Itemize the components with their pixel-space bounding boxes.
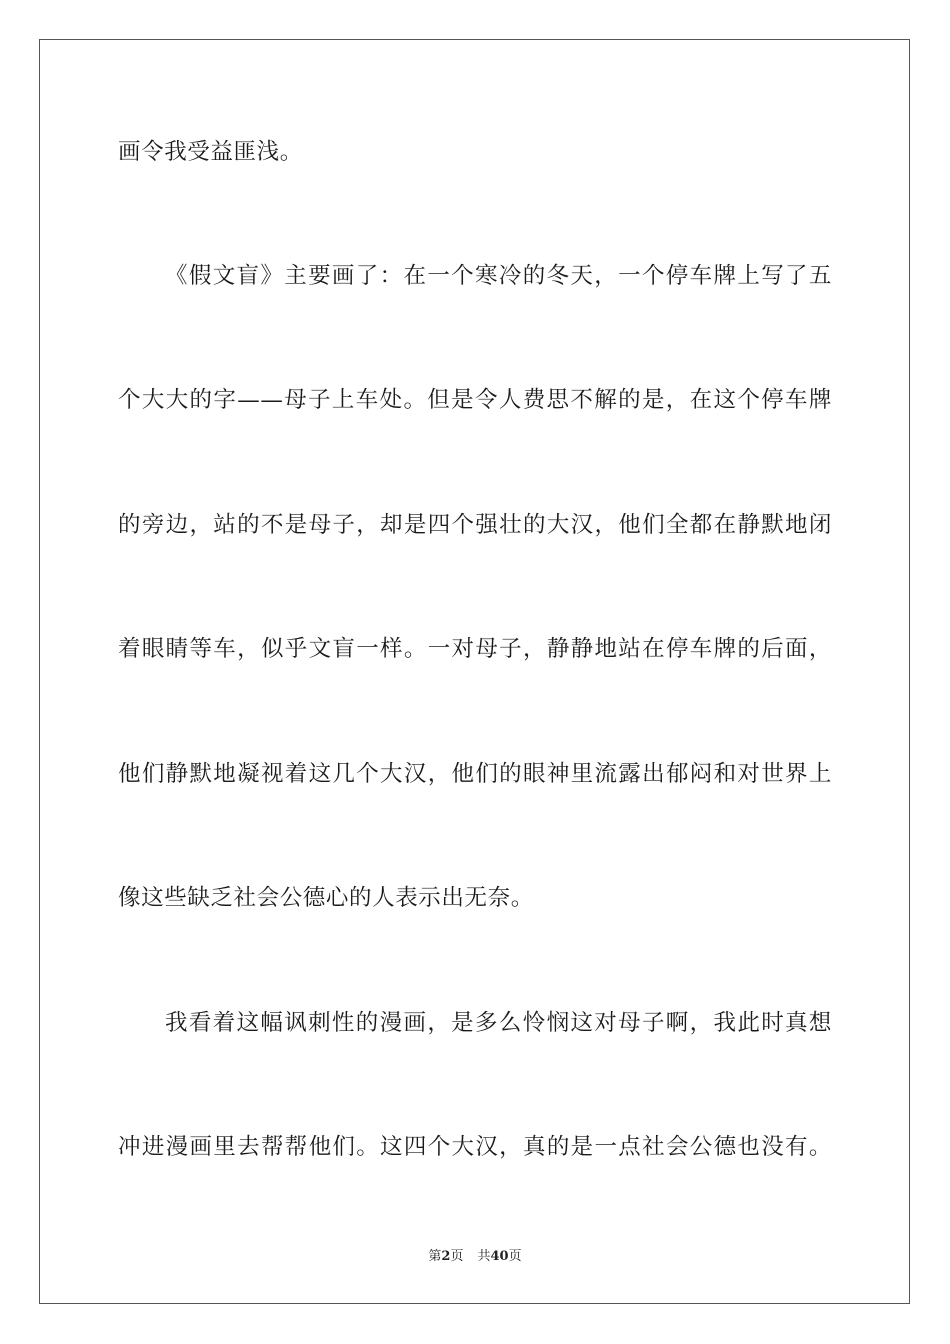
total-label-prefix: 共 (477, 1249, 491, 1264)
page-footer (0, 1248, 950, 1266)
paragraph-line: 的旁边，站的不是母子，却是四个强壮的大汉，他们全都在静默地闭 (118, 512, 832, 538)
paragraph-line: 个大大的字——母子上车处。但是令人费思不解的是，在这个停车牌 (118, 387, 832, 413)
paragraph-line: 像这些缺乏社会公德心的人表示出无奈。 (118, 885, 534, 911)
paragraph-line: 我看着这幅讽刺性的漫画，是多么怜悯这对母子啊，我此时真想 (165, 1010, 832, 1036)
page-border (39, 39, 910, 1304)
total-label-suffix: 页 (508, 1249, 522, 1264)
paragraph-line: 画令我受益匪浅。 (118, 139, 303, 165)
page-label-suffix: 页 (450, 1249, 464, 1264)
paragraph-line: 冲进漫画里去帮帮他们。这四个大汉，真的是一点社会公德也没有。 (118, 1134, 832, 1160)
page-label-prefix: 第 (428, 1249, 442, 1264)
page-number: 2 (441, 1249, 451, 1264)
paragraph-line: 《假文盲》主要画了：在一个寒冷的冬天，一个停车牌上写了五 (165, 263, 832, 289)
paragraph-line: 着眼睛等车，似乎文盲一样。一对母子，静静地站在停车牌的后面， (118, 636, 832, 662)
paragraph-line: 他们静默地凝视着这几个大汉，他们的眼神里流露出郁闷和对世界上 (118, 761, 832, 787)
total-pages: 40 (490, 1249, 509, 1264)
